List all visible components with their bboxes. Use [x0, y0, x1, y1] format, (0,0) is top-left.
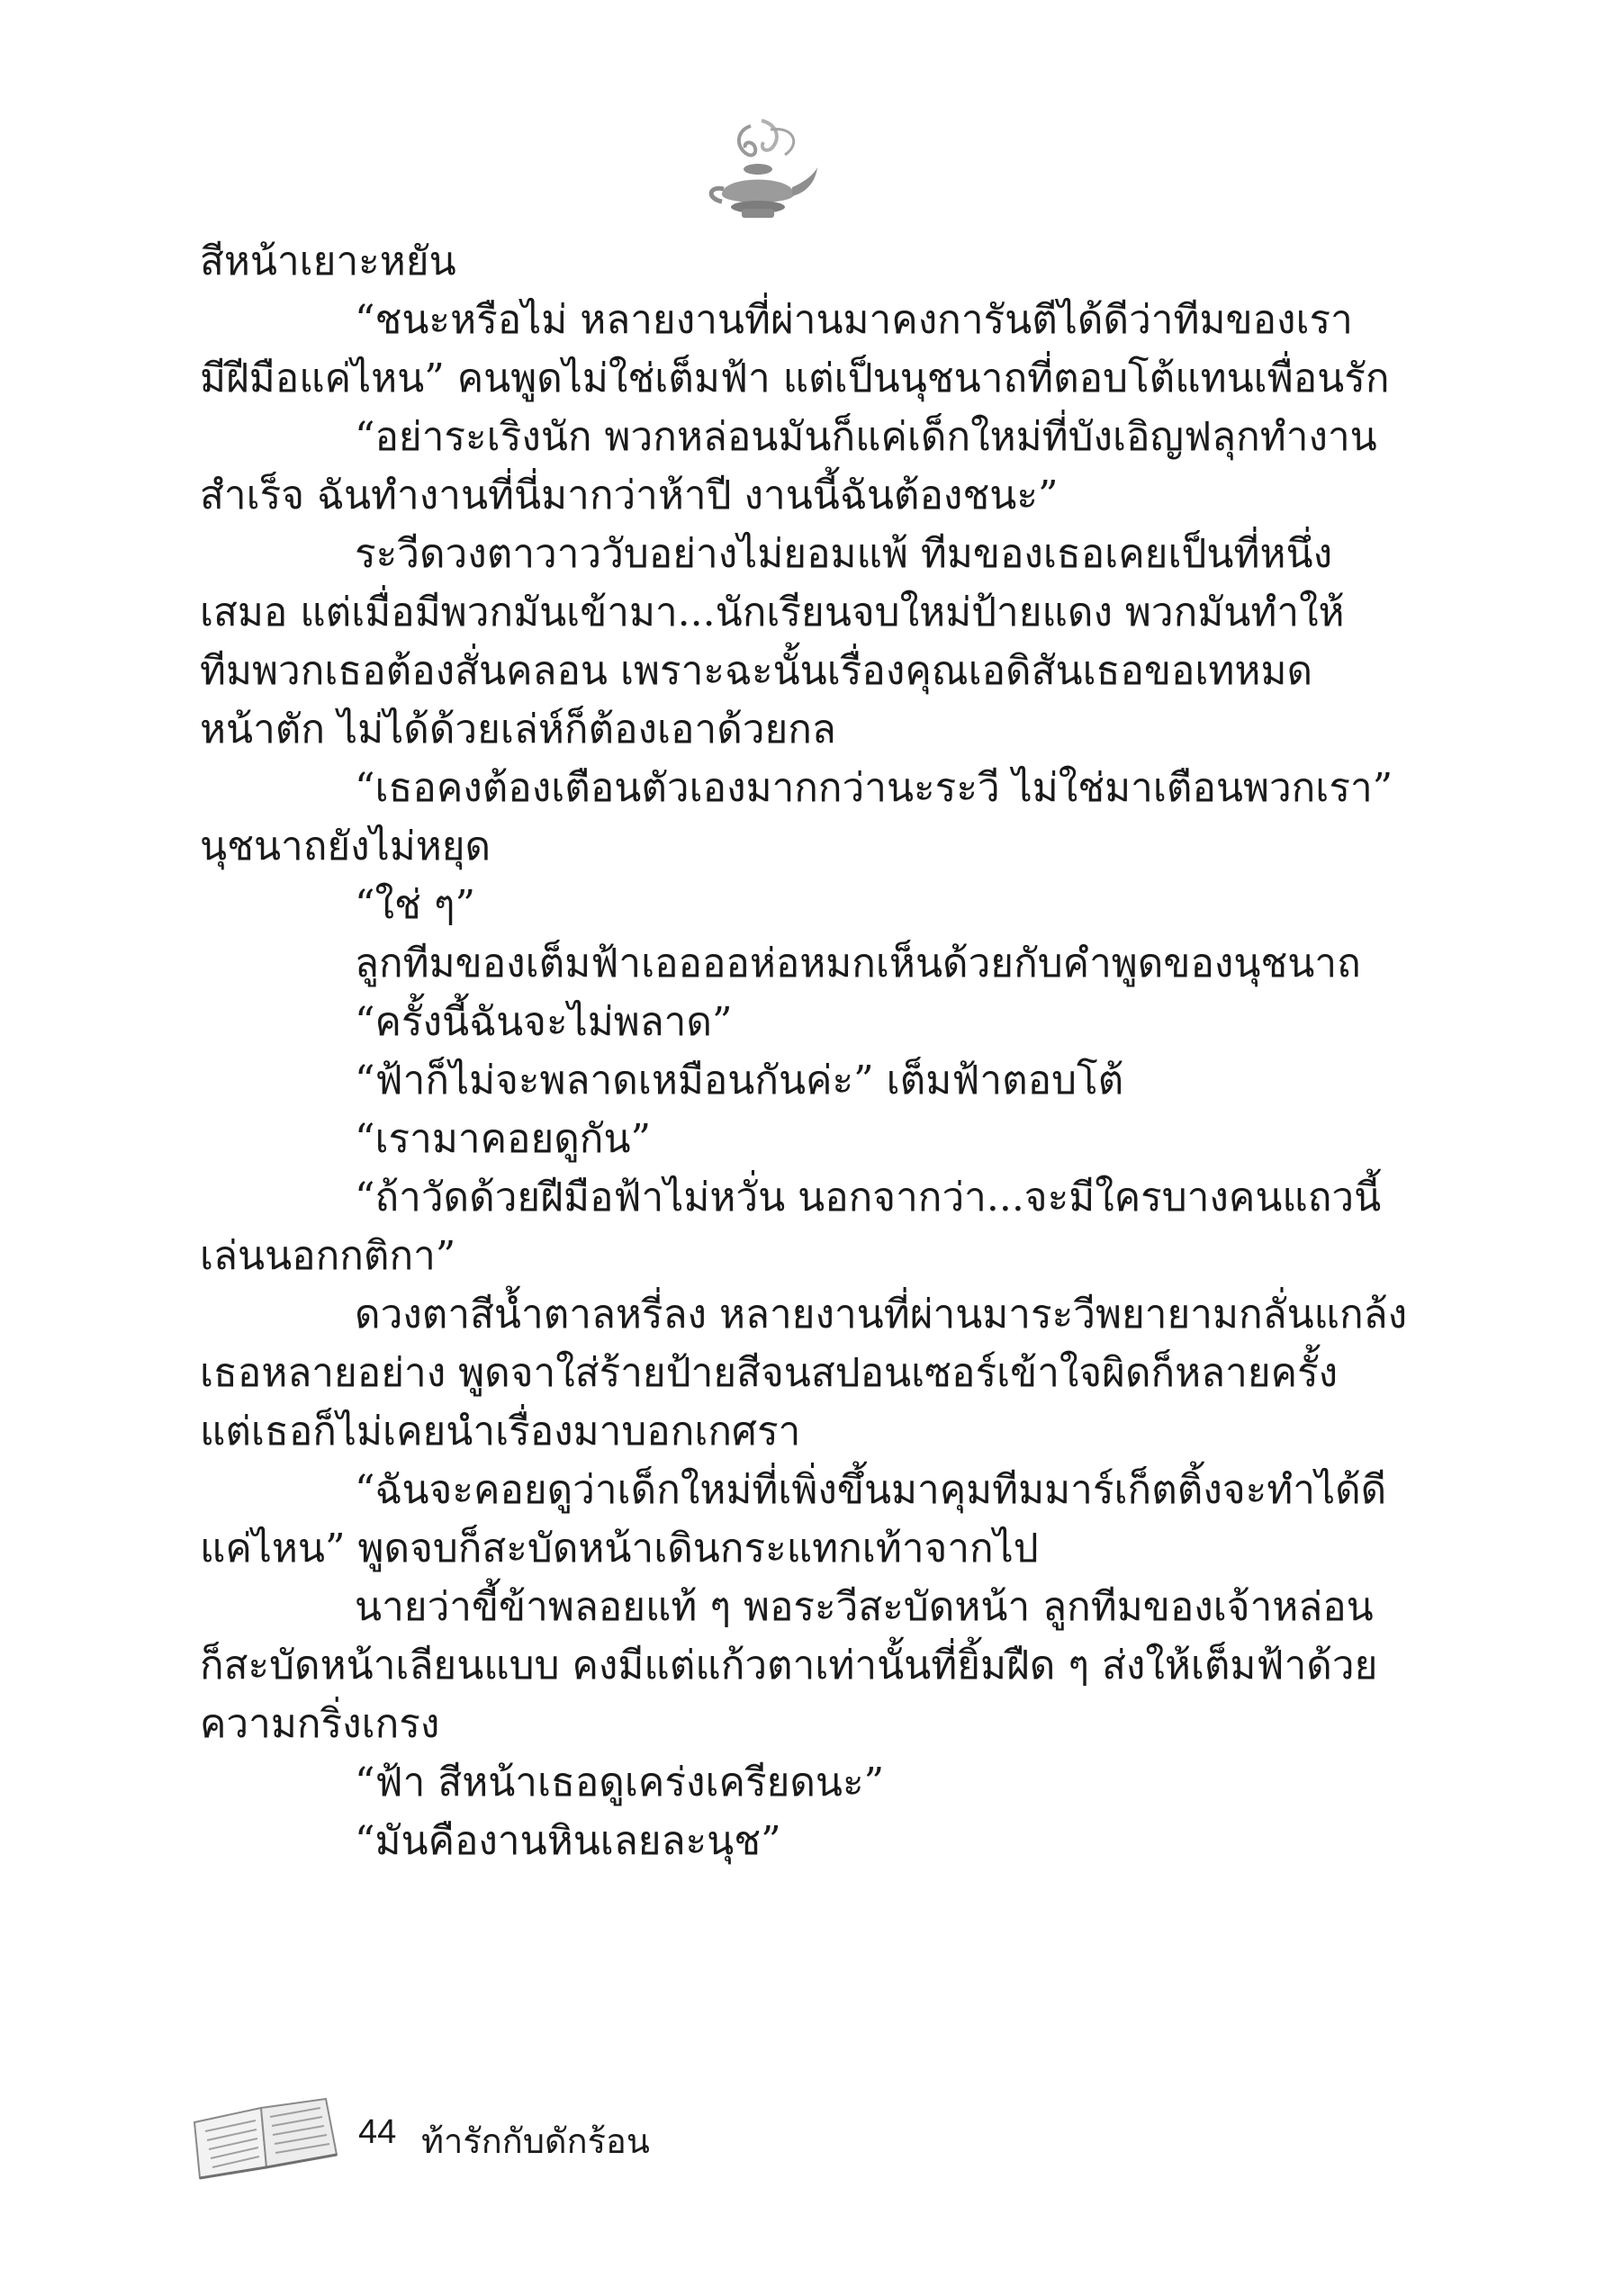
- text-line: ดวงตาสีน้ำตาลหรี่ลง หลายงานที่ผ่านมาระวีพยายามกลั่นแกล้ง: [355, 1292, 1408, 1337]
- text-line: มีฝีมือแค่ไหน” คนพูดไม่ใช่เต็มฟ้า แต่เป็นนุชนาถที่ตอบโต้แทนเพื่อนรัก: [200, 356, 1390, 401]
- text-line: สีหน้าเยาะหยัน: [200, 239, 456, 284]
- text-line: นายว่าขี้ข้าพลอยแท้ ๆ พอระวีสะบัดหน้า ลูกทีมของเจ้าหล่อน: [355, 1584, 1374, 1630]
- text-line: แต่เธอก็ไม่เคยนำเรื่องมาบอกเกศรา: [200, 1409, 801, 1454]
- text-line: “มันคืองานหินเลยละนุช”: [355, 1818, 781, 1864]
- text-line: “อย่าระเริงนัก พวกหล่อนมันก็แค่เด็กใหม่ที่บังเอิญฟลุกทำงาน: [355, 414, 1377, 460]
- text-line: “ชนะหรือไม่ หลายงานที่ผ่านมาคงการันตีได้ดีว่าทีมของเรา: [355, 297, 1353, 343]
- text-line: “ฟ้า สีหน้าเธอดูเคร่งเครียดนะ”: [355, 1760, 885, 1805]
- text-line: “ถ้าวัดด้วยฝีมือฟ้าไม่หวั่น นอกจากว่า...จะมีใครบางคนแถวนี้: [355, 1175, 1382, 1220]
- text-line: ก็สะบัดหน้าเลียนแบบ คงมีแต่แก้วตาเท่านั้นที่ยิ้มฝืด ๆ ส่งให้เต็มฟ้าด้วย: [200, 1643, 1378, 1688]
- text-line: ความกริ่งเกรง: [200, 1701, 440, 1747]
- text-line: เธอหลายอย่าง พูดจาใส่ร้ายป้ายสีจนสปอนเซอร์เข้าใจผิดก็หลายครั้ง: [200, 1350, 1339, 1396]
- open-book-icon: [189, 2095, 342, 2182]
- text-line: “เธอคงต้องเตือนตัวเองมากกว่านะระวี ไม่ใช่มาเตือนพวกเรา”: [355, 765, 1393, 811]
- text-line: ลูกทีมของเต็มฟ้าเออออห่อหมกเห็นด้วยกับคำพูดของนุชนาถ: [355, 941, 1361, 986]
- text-line: “ฉันจะคอยดูว่าเด็กใหม่ที่เพิ่งขึ้นมาคุมทีมมาร์เก็ตติ้งจะทำได้ดี: [355, 1467, 1387, 1513]
- book-title: ท้ารักกับดักร้อน: [421, 2123, 650, 2161]
- body-text: [200, 232, 1408, 1870]
- page-number: 44: [358, 2113, 397, 2151]
- genie-lamp-icon: [695, 108, 821, 234]
- text-line: ทีมพวกเธอต้องสั่นคลอน เพราะฉะนั้นเรื่องคุณเอดิสันเธอขอเทหมด: [200, 648, 1313, 694]
- text-line: “ใช่ ๆ”: [355, 882, 475, 928]
- text-line: “ครั้งนี้ฉันจะไม่พลาด”: [355, 999, 733, 1045]
- text-line: เล่นนอกกติกา”: [200, 1233, 456, 1279]
- text-line: “ฟ้าก็ไม่จะพลาดเหมือนกันค่ะ” เต็มฟ้าตอบโต้: [355, 1058, 1124, 1103]
- text-line: เสมอ แต่เมื่อมีพวกมันเข้ามา...นักเรียนจบใหม่ป้ายแดง พวกมันทำให้: [200, 590, 1345, 635]
- text-line: หน้าตัก ไม่ได้ด้วยเล่ห์ก็ต้องเอาด้วยกล: [200, 707, 836, 752]
- text-line: แค่ไหน” พูดจบก็สะบัดหน้าเดินกระแทกเท้าจากไป: [200, 1526, 1039, 1571]
- text-line: สำเร็จ ฉันทำงานที่นี่มากว่าห้าปี งานนี้ฉันต้องชนะ”: [200, 473, 1059, 518]
- page-footer: [189, 2088, 819, 2187]
- text-line: นุชนาถยังไม่หยุด: [200, 824, 491, 869]
- text-line: ระวีดวงตาวาววับอย่างไม่ยอมแพ้ ทีมของเธอเคยเป็นที่หนึ่ง: [355, 531, 1333, 577]
- text-line: “เรามาคอยดูกัน”: [355, 1116, 652, 1162]
